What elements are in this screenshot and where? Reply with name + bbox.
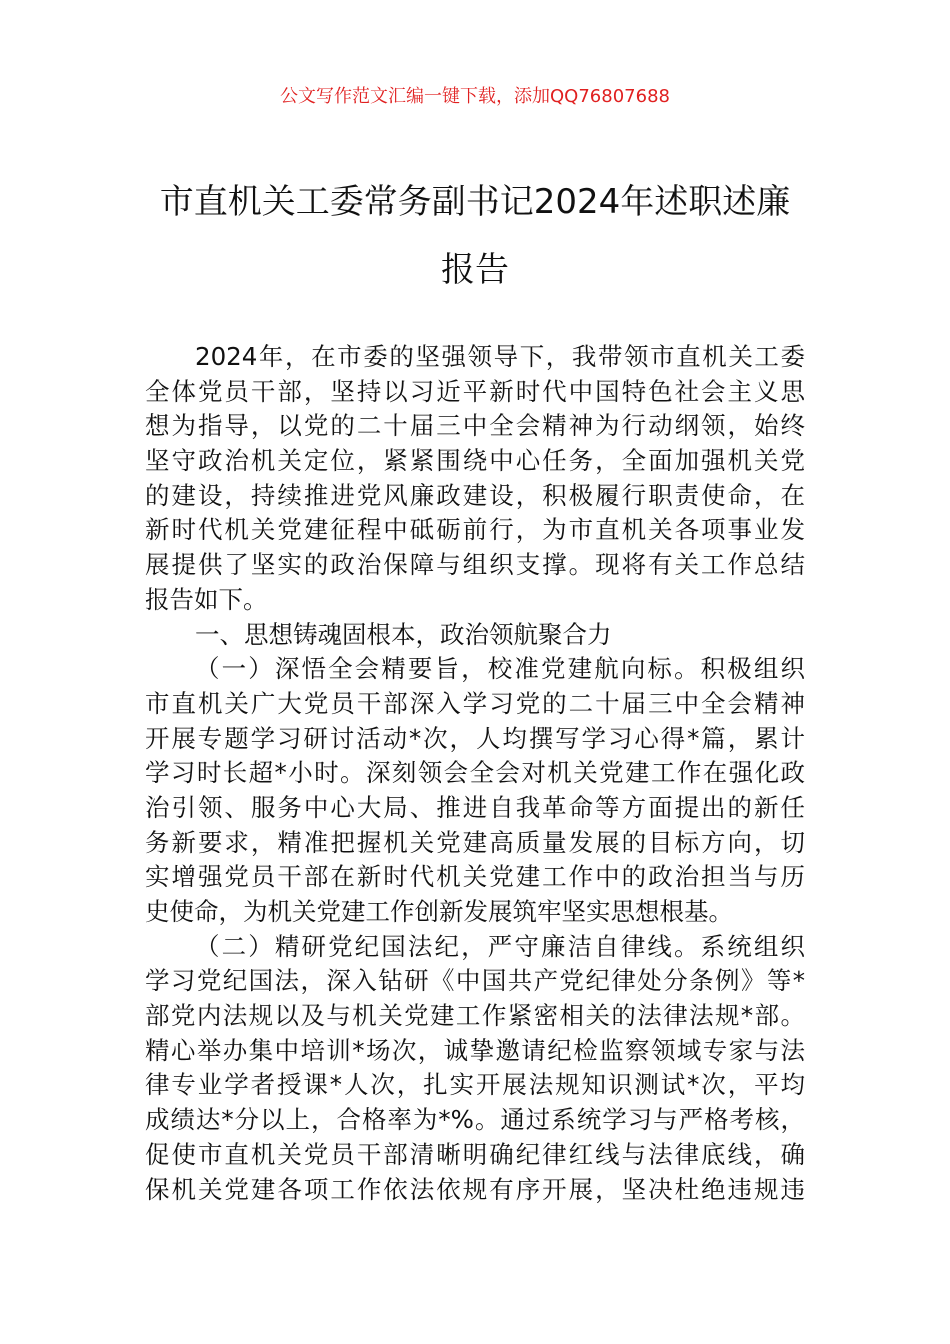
text-line: 部党内法规以及与机关党建工作紧密相关的法律法规*部。 xyxy=(145,1001,805,1031)
text-line: 想为指导，以党的二十届三中全会精神为行动纲领，始终 xyxy=(145,411,805,441)
document-body xyxy=(145,340,805,1207)
download-banner: 公文写作范文汇编一键下载，添加QQ76807688 xyxy=(280,86,670,107)
text-line: （一）深悟全会精要旨，校准党建航向标。积极组织 xyxy=(195,654,805,684)
text-line: 保机关党建各项工作依法依规有序开展，坚决杜绝违规违 xyxy=(145,1174,805,1204)
text-line: 促使市直机关党员干部清晰明确纪律红线与法律底线，确 xyxy=(145,1139,805,1169)
text-line: 精心举办集中培训*场次，诚挚邀请纪检监察领域专家与法 xyxy=(145,1035,805,1065)
text-line: 史使命，为机关党建工作创新发展筑牢坚实思想根基。 xyxy=(145,897,733,926)
document-title-line-2: 报告 xyxy=(441,250,509,290)
text-line: 学习党纪国法，深入钻研《中国共产党纪律处分条例》等* xyxy=(145,966,805,996)
text-line: （二）精研党纪国法纪，严守廉洁自律线。系统组织 xyxy=(195,931,805,961)
text-line: 新时代机关党建征程中砥砺前行，为市直机关各项事业发 xyxy=(145,515,805,545)
text-line: 成绩达*分以上，合格率为*%。通过系统学习与严格考核， xyxy=(145,1105,805,1135)
text-line: 报告如下。 xyxy=(145,584,268,614)
text-line: 务新要求，精准把握机关党建高质量发展的目标方向，切 xyxy=(145,827,805,857)
text-line: 律专业学者授课*人次，扎实开展法规知识测试*次，平均 xyxy=(145,1070,805,1100)
document-title-line-1: 市直机关工委常务副书记2024年述职述廉 xyxy=(159,182,791,222)
text-line: 开展专题学习研讨活动*次，人均撰写学习心得*篇，累计 xyxy=(145,723,805,753)
text-line: 2024年，在市委的坚强领导下，我带领市直机关工委 xyxy=(195,342,805,371)
text-line: 的建设，持续推进党风廉政建设，积极履行职责使命，在 xyxy=(145,480,805,510)
text-line: 坚守政治机关定位，紧紧围绕中心任务，全面加强机关党 xyxy=(145,446,805,476)
text-line: 展提供了坚实的政治保障与组织支撑。现将有关工作总结 xyxy=(145,550,805,580)
text-line: 实增强党员干部在新时代机关党建工作中的政治担当与历 xyxy=(145,862,805,892)
text-line: 全体党员干部，坚持以习近平新时代中国特色社会主义思 xyxy=(145,376,805,406)
section-heading: 一、思想铸魂固根本，政治领航聚合力 xyxy=(195,619,612,649)
text-line: 治引领、服务中心大局、推进自我革命等方面提出的新任 xyxy=(145,792,805,822)
text-line: 市直机关广大党员干部深入学习党的二十届三中全会精神 xyxy=(145,688,805,718)
text-line: 学习时长超*小时。深刻领会全会对机关党建工作在强化政 xyxy=(145,758,805,788)
